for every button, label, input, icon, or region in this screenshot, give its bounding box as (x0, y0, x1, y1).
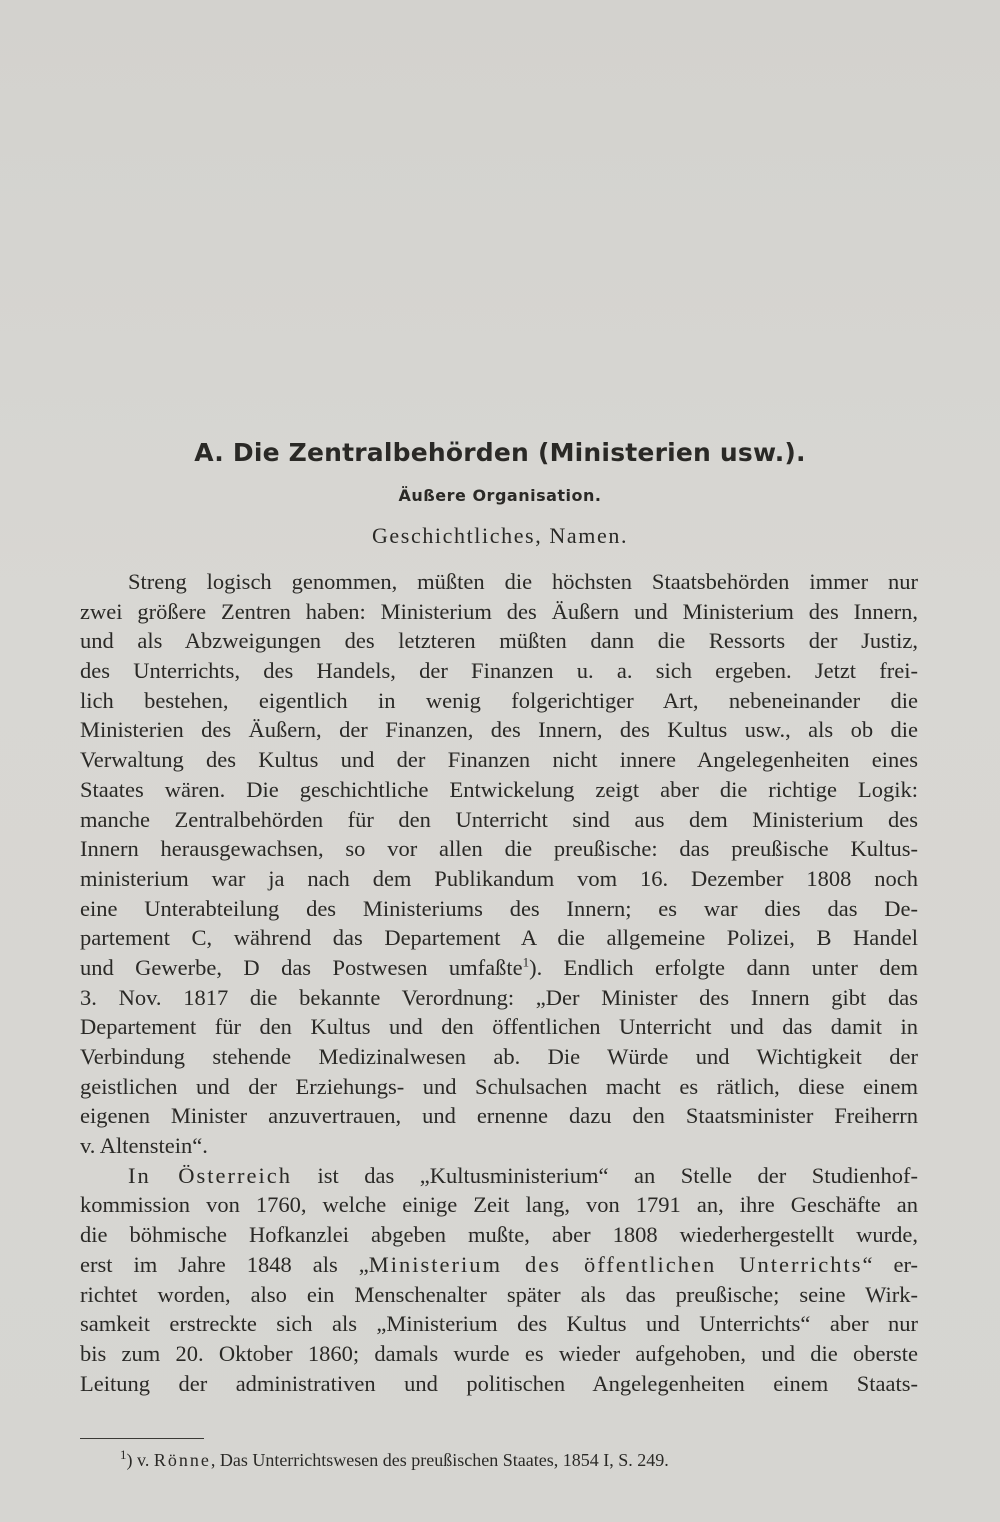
chapter-heading: A. Die Zentralbehörden (Ministerien usw.). (194, 438, 806, 467)
section-title: Geschichtliches, Namen. (371, 523, 629, 548)
text-segment: ist das „Kultusministerium“ an Stelle der Studienhof- (317, 1162, 918, 1188)
text-line: lich bestehen, eigentlich in wenig folgerichtiger Art, nebeneinander die (80, 687, 918, 713)
text-line: samkeit erstreckte sich als „Ministerium des Kultus und Unterrichts“ aber nur (80, 1311, 918, 1337)
text-segment: ). Endlich erfolgte dann unter dem (529, 954, 918, 980)
spaced-emphasis: Ministerium des öffentlichen Unterrichts (368, 1251, 863, 1277)
text-line: ministerium war ja nach dem Publikandum vom 16. Dezember 1808 noch (80, 865, 918, 891)
text-line: zwei größere Zentren haben: Ministerium des Äußern und Ministerium des Innern, (80, 598, 918, 624)
text-line: Leitung der administrativen und politischen Angelegenheiten einem Staats- (80, 1370, 918, 1396)
text-line: bis zum 20. Oktober 1860; damals wurde es wieder aufgehoben, und die oberste (80, 1340, 918, 1366)
text-line: richtet worden, also ein Menschenalter später als das preußische; seine Wirk- (80, 1281, 918, 1307)
text-segment: “ er- (862, 1251, 918, 1277)
spaced-emphasis: In Österreich (128, 1162, 292, 1188)
text-line: 3. Nov. 1817 die bekannte Verordnung: „Der Minister des Innern gibt das (80, 984, 918, 1010)
text-line: Streng logisch genommen, müßten die höchsten Staatsbehörden immer nur (128, 569, 918, 594)
text-line: des Unterrichts, des Handels, der Finanzen u. a. sich ergeben. Jetzt frei- (80, 658, 918, 684)
text-line: eigenen Minister anzuvertrauen, und ernenne dazu den Staatsminister Freiherrn (80, 1103, 918, 1129)
body-text (80, 567, 918, 1398)
text-line (80, 1250, 918, 1280)
footnote-divider (80, 1438, 204, 1439)
text-line (80, 1161, 918, 1191)
text-line: kommission von 1760, welche einige Zeit lang, von 1791 an, ihre Geschäfte an (80, 1192, 918, 1218)
text-segment: und Gewerbe, D das Postwesen umfaßte (80, 954, 523, 980)
subheading: Äußere Organisation. (398, 486, 602, 505)
footnote (120, 1447, 669, 1471)
text-line: Departement für den Kultus und den öffentlichen Unterricht und das damit in (80, 1014, 918, 1040)
footnote-text: ) v. (126, 1450, 154, 1470)
footnote-text: , Das Unterrichtswesen des preußischen Staates, 1854 I, S. 249. (210, 1450, 669, 1470)
footnote-author: Rönne (153, 1450, 211, 1470)
text-line: Verwaltung des Kultus und der Finanzen nicht innere Angelegenheiten eines (80, 747, 918, 773)
text-line: geistlichen und der Erziehungs- und Schulsachen macht es rätlich, diese einem (80, 1073, 918, 1099)
text-line: v. Altenstein“. (80, 1133, 208, 1159)
text-line: die böhmische Hofkanzlei abgeben mußte, aber 1808 wiederhergestellt wurde, (80, 1222, 918, 1248)
text-line: Verbindung stehende Medizinalwesen ab. Die Würde und Wichtigkeit der (80, 1044, 918, 1069)
text-segment: erst im Jahre 1848 als „ (80, 1251, 369, 1277)
text-line: Ministerien des Äußern, der Finanzen, des Innern, des Kultus usw., als ob die (80, 717, 918, 743)
footnote-marker: 1 (120, 1447, 127, 1462)
text-line: manche Zentralbehörden für den Unterricht sind aus dem Ministerium des (80, 806, 918, 832)
text-line: partement C, während das Departement A die allgemeine Polizei, B Handel (80, 925, 918, 951)
text-line: Staates wären. Die geschichtliche Entwickelung zeigt aber die richtige Logik: (80, 776, 918, 802)
text-line: Innern herausgewachsen, so vor allen die preußische: das preußische Kultus- (80, 836, 918, 862)
text-line: eine Unterabteilung des Ministeriums des Innern; es war dies das De- (80, 895, 918, 921)
text-line-with-footnote-ref (80, 953, 918, 983)
footnote-ref: 1 (522, 954, 530, 970)
text-line: und als Abzweigungen des letzteren müßten dann die Ressorts der Justiz, (80, 628, 918, 654)
